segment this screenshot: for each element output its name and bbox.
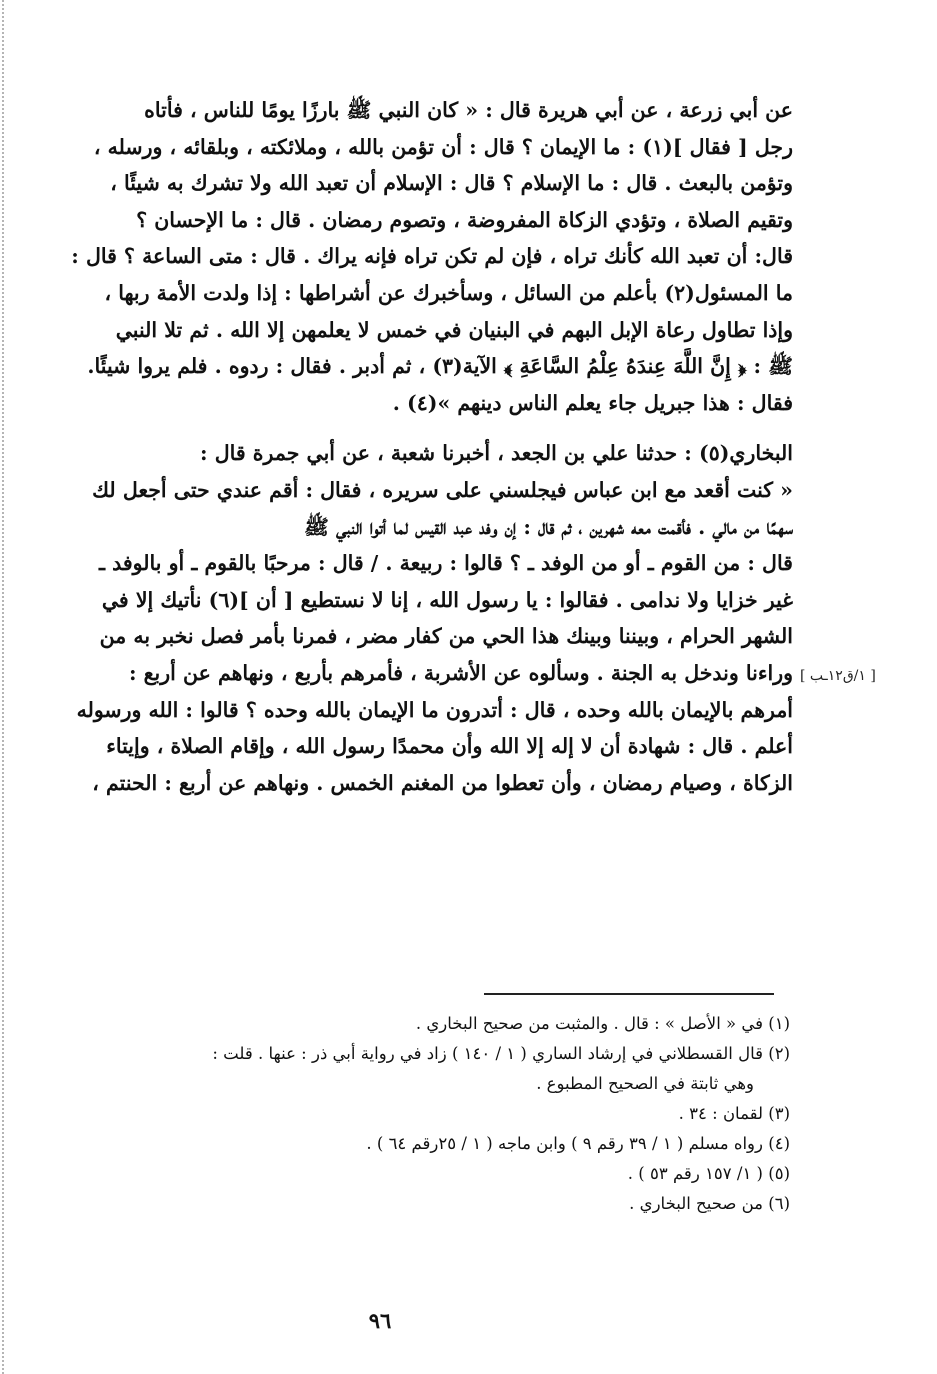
- text-line: الزكاة ، وصيام رمضان ، وأن تعطوا من المغنم الخمس . ونهاهم عن أربع : الحنتم ،: [92, 770, 793, 795]
- text-line: وإذا تطاول رعاة الإبل البهم في البنيان في خمس لا يعلمهن إلا الله . ثم تلا النبي: [115, 317, 793, 342]
- text-line: أمرهم بالإيمان بالله وحده ، قال : أتدرون ما الإيمان بالله وحده ؟ قالوا : الله ورسوله: [76, 697, 793, 722]
- text-line: قال : من القوم ـ أو من الوفد ـ ؟ قالوا : ربيعة . / قال : مرحبًا بالقوم ـ أو بالوفد ـ: [98, 551, 793, 576]
- footnotes: [40, 1009, 790, 1219]
- text-line: « كنت أقعد مع ابن عباس فيجلسني على سريره ، فقال : أقم عندي حتى أجعل لك: [92, 477, 793, 502]
- paragraph-1: [30, 92, 793, 421]
- text-line: عن أبي زرعة ، عن أبي هريرة قال : « كان النبي ﷺ بارزًا يومًا للناس ، فأتاه: [144, 98, 793, 122]
- text-line: وتقيم الصلاة ، وتؤدي الزكاة المفروضة ، وتصوم رمضان . قال : ما الإحسان ؟: [136, 207, 793, 232]
- text-line: رجل [ فقال ](١) : ما الإيمان ؟ قال : أن تؤمن بالله ، وملائكته ، وبلقائه ، ورسله ،: [93, 134, 793, 159]
- text-line: وتؤمن بالبعث . قال : ما الإسلام ؟ قال : الإسلام أن تعبد الله ولا تشرك به شيئًا ،: [110, 171, 793, 196]
- footnote-2-continuation: وهي ثابتة في الصحيح المطبوع .: [536, 1074, 754, 1093]
- footnote-6: (٦) من صحيح البخاري .: [629, 1194, 790, 1213]
- text-line: أعلم . قال : شهادة أن لا إله إلا الله وأن محمدًا رسول الله ، وإقام الصلاة ، وإيتاء: [106, 734, 793, 759]
- text-line: ما المسئول(٢) بأعلم من السائل ، وسأخبرك عن أشراطها : إذا ولدت الأمة ربها ،: [104, 280, 793, 305]
- footnote-1: (١) في « الأصل » : قال . والمثبت من صحيح البخاري .: [415, 1014, 790, 1033]
- main-text: [30, 92, 793, 801]
- text-line: الشهر الحرام ، وبيننا وبينك هذا الحي من كفار مضر ، فمرنا بأمر فصل نخبر به من: [99, 624, 793, 649]
- text-line: سهمًا من مالي . فأقمت معه شهرين ، ثم قال : إن وفد عبد القيس لما أتوا النبي ﷺ: [304, 514, 793, 539]
- text-line: البخاري(٥) : حدثنا علي بن الجعد ، أخبرنا شعبة ، عن أبي جمرة قال :: [200, 441, 793, 466]
- text-line: فقال : هذا جبريل جاء يعلم الناس دينهم »(٤) .: [392, 390, 793, 415]
- text-line: ﷺ : ﴿ إِنَّ اللَّهَ عِندَهُ عِلْمُ السَّاعَةِ ﴾ الآية(٣) ، ثم أدبر . فقال : ردوه . فلم يروا شيئًا.: [87, 354, 793, 379]
- footnote-5: (٥) ( ١/ ١٥٧ رقم ٥٣ ) .: [627, 1164, 790, 1183]
- footnote-2: (٢) قال القسطلاني في إرشاد الساري ( ١ / ١٤٠ ) زاد في رواية أبي ذر : عنها . قلت :: [212, 1044, 790, 1063]
- footnote-4: (٤) رواه مسلم ( ١ / ٣٩ رقم ٩ ) وابن ماجه ( ١ / ٢٥رقم ٦٤ ) .: [366, 1134, 790, 1153]
- manuscript-folio-note: [ ١/ق١٢ـب ]: [800, 668, 876, 684]
- page-number: ٩٦: [368, 1308, 392, 1333]
- text-line: غير خزايا ولا ندامى . فقالوا : يا رسول الله ، إنا لا نستطيع [ أن ](٦) نأتيك إلا في: [101, 587, 793, 612]
- footnote-3: (٣) لقمان : ٣٤ .: [678, 1104, 790, 1123]
- text-line: وراءنا وندخل به الجنة . وسألوه عن الأشربة ، فأمرهم بأربع ، ونهاهم عن أربع :: [128, 660, 793, 685]
- paragraph-2: [30, 435, 793, 801]
- page-edge-dots: [2, 0, 16, 1374]
- footnote-divider: [484, 993, 774, 995]
- text-line: قال: أن تعبد الله كأنك تراه ، فإن لم تكن تراه فإنه يراك . قال : متى الساعة ؟ قال :: [71, 244, 793, 269]
